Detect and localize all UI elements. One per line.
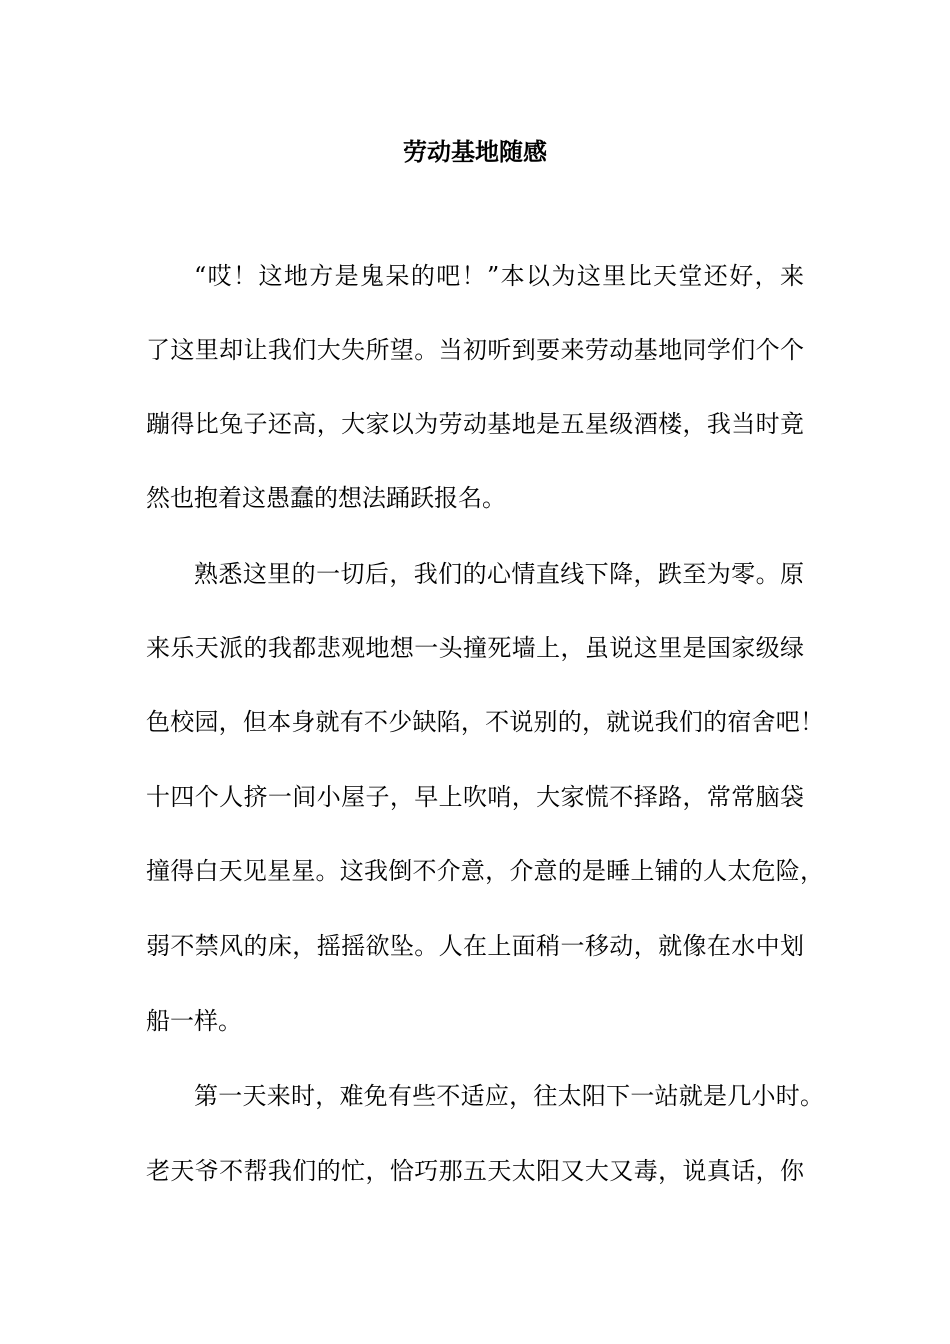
paragraph-line: 来乐天派的我都悲观地想一头撞死墙上，虽说这里是国家级绿: [146, 634, 804, 662]
paragraph-line: 熟悉这里的一切后，我们的心情直线下降，跌至为零。原: [194, 560, 804, 588]
paragraph-line: 老天爷不帮我们的忙，恰巧那五天太阳又大又毒，说真话，你: [146, 1157, 804, 1185]
paragraph-line: 了这里却让我们大失所望。当初听到要来劳动基地同学们个个: [146, 336, 804, 364]
paragraph-line: 第一天来时，难免有些不适应，往太阳下一站就是几小时。: [194, 1082, 824, 1110]
paragraph-line: 弱不禁风的床，摇摇欲坠。人在上面稍一移动，就像在水中划: [146, 932, 804, 960]
paragraph-line: 船一样。: [146, 1007, 242, 1035]
paragraph-line: 蹦得比兔子还高，大家以为劳动基地是五星级酒楼，我当时竟: [146, 410, 804, 438]
document-title: 劳动基地随感: [403, 137, 547, 166]
paragraph-line: 然也抱着这愚蠢的想法踊跃报名。: [146, 484, 506, 512]
paragraph-line: 撞得白天见星星。这我倒不介意，介意的是睡上铺的人太危险，: [146, 857, 824, 885]
paragraph-line: “哎！这地方是鬼呆的吧！”本以为这里比天堂还好，来: [194, 262, 804, 290]
paragraph-line: 色校园，但本身就有不少缺陷，不说别的，就说我们的宿舍吧！: [146, 708, 824, 736]
paragraph-line: 十四个人挤一间小屋子，早上吹哨，大家慌不择路，常常脑袋: [146, 783, 804, 811]
